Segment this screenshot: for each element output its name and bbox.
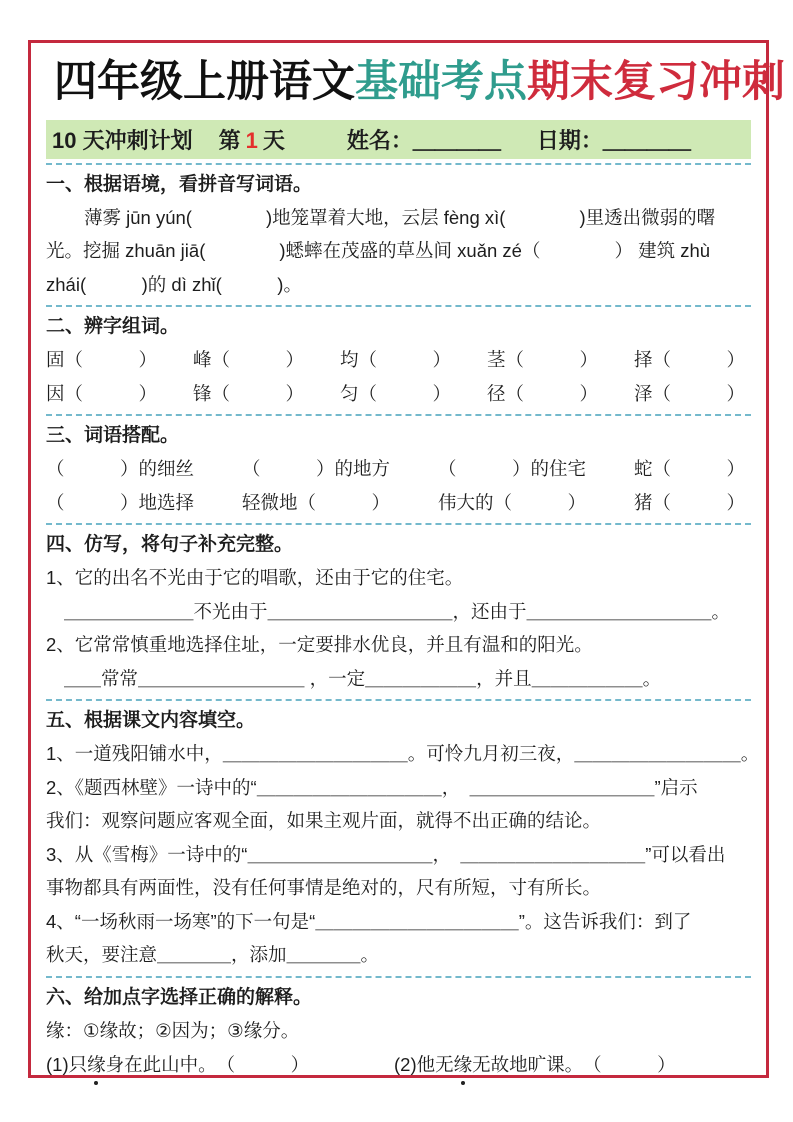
collocation-cell: （ ）的地方 <box>241 458 390 480</box>
collocation-cell: 蛇（ ） <box>633 458 745 480</box>
char-cell: 因（ ） <box>46 382 158 404</box>
fill-blank-line: ＿＿＿＿＿＿＿不光由于＿＿＿＿＿＿＿＿＿＿，还由于＿＿＿＿＿＿＿＿＿＿。 <box>64 600 731 622</box>
section-pinyin <box>46 168 751 302</box>
collocation-cell: （ ）地选择 <box>46 491 195 513</box>
title-grade-part: 四年级上册语文 <box>54 58 355 106</box>
day-prefix: 第 <box>218 127 241 153</box>
choice-text-post: 身在此山中。 （ ） <box>105 1054 310 1076</box>
section-sentence-imitation <box>46 528 751 695</box>
definition-options-line: 缘：①缘故；②因为；③缘分。 <box>46 1019 300 1041</box>
choice-item <box>394 1047 676 1082</box>
section-heading: 六、给加点字选择正确的解释。 <box>46 986 313 1008</box>
choice-item <box>46 1047 394 1082</box>
fill-blank-line: 秋天，要注意＿＿＿＿，添加＿＿＿＿。 <box>46 944 380 966</box>
choice-text-pre: (1)只 <box>46 1054 88 1076</box>
page-title <box>54 57 785 108</box>
char-row <box>46 343 751 377</box>
collocation-row <box>46 486 751 520</box>
char-row <box>46 377 751 411</box>
char-cell: 泽（ ） <box>633 382 745 404</box>
section-word-pairs <box>46 310 751 410</box>
collocation-cell: 伟大的（ ） <box>437 491 586 513</box>
section-text-recall <box>46 704 760 972</box>
section-heading: 四、仿写，将句子补充完整。 <box>46 534 294 556</box>
char-cell: 茎（ ） <box>486 349 598 371</box>
section-collocation <box>46 419 751 519</box>
title-basics-part: 基础考点 <box>355 58 527 106</box>
worksheet-page <box>28 40 785 1078</box>
fill-blank-line: 2、《题西林壁》一诗中的“＿＿＿＿＿＿＿＿＿＿， ＿＿＿＿＿＿＿＿＿＿”启示 <box>46 776 698 798</box>
title-review-part: 期末复习冲刺 <box>527 58 785 106</box>
day-number: 1 <box>245 127 258 153</box>
name-blank-line: ＿＿＿＿ <box>412 127 501 153</box>
section-divider <box>46 305 751 307</box>
section-divider <box>46 976 751 978</box>
fill-blank-line: 1、一道残阳铺水中，＿＿＿＿＿＿＿＿＿＿。可怜九月初三夜，＿＿＿＿＿＿＿＿＿。 <box>46 743 760 765</box>
fill-blank-line: ＿＿常常＿＿＿＿＿＿＿＿＿ ，一定＿＿＿＿＿＿，并且＿＿＿＿＿＿。 <box>64 667 662 689</box>
choice-text-pre: (2)他无 <box>394 1054 454 1076</box>
fill-blank-line: 4、“一场秋雨一场寒”的下一句是“＿＿＿＿＿＿＿＿＿＿＿”。这告诉我们：到了 <box>46 910 692 932</box>
section-heading: 二、辨字组词。 <box>46 316 180 338</box>
section-divider <box>46 523 751 525</box>
char-cell: 锋（ ） <box>192 382 304 404</box>
collocation-cell: 猪（ ） <box>633 491 745 513</box>
section-divider <box>46 414 751 416</box>
day-suffix: 天 <box>262 127 285 153</box>
char-cell: 匀（ ） <box>339 382 451 404</box>
collocation-cell: （ ）的住宅 <box>437 458 586 480</box>
collocation-cell: （ ）的细丝 <box>46 458 195 480</box>
text-line: 光。挖掘 zhuān jiā( )蟋蟀在茂盛的草丛间 xuǎn zé（ ） 建筑 zhù <box>46 240 711 262</box>
dotted-char: 缘 <box>454 1047 473 1082</box>
collocation-row <box>46 452 751 486</box>
text-line: 1、它的出名不光由于它的唱歌，还由于它的住宅。 <box>46 567 464 589</box>
dotted-char: 缘 <box>87 1047 106 1082</box>
date-field <box>537 124 691 155</box>
text-line: zhái( )的 dì zhǐ( )。 <box>46 273 302 295</box>
section-word-meaning <box>46 981 751 1083</box>
section-divider <box>46 163 751 165</box>
text-line: 薄雾 jūn yún( )地笼罩着大地，云层 fèng xì( )里透出微弱的曙 <box>84 206 716 228</box>
fill-blank-line: 3、从《雪梅》一诗中的“＿＿＿＿＿＿＿＿＿＿， ＿＿＿＿＿＿＿＿＿＿”可以看出 <box>46 843 726 865</box>
choice-text-post: 无故地旷课。 （ ） <box>472 1054 676 1076</box>
date-label: 日期： <box>536 127 603 153</box>
section-heading: 三、词语搭配。 <box>46 425 180 447</box>
name-field <box>347 124 501 155</box>
text-line: 我们：观察问题应客观全面，如果主观片面，就得不出正确的结论。 <box>46 810 602 832</box>
char-cell: 峰（ ） <box>192 349 304 371</box>
section-heading: 一、根据语境，看拼音写词语。 <box>46 173 313 195</box>
text-line: 2、它常常慎重地选择住址，一定要排水优良，并且有温和的阳光。 <box>46 634 593 656</box>
text-line: 事物都具有两面性，没有任何事情是绝对的，尺有所短，寸有所长。 <box>46 877 602 899</box>
char-cell: 择（ ） <box>633 349 745 371</box>
section-heading: 五、根据课文内容填空。 <box>46 710 256 732</box>
char-cell: 均（ ） <box>339 349 451 371</box>
plan-label: 10 天冲刺计划 <box>52 127 193 153</box>
char-cell: 径（ ） <box>486 382 598 404</box>
choice-row <box>46 1047 751 1082</box>
collocation-cell: 轻微地（ ） <box>241 491 390 513</box>
name-label: 姓名： <box>346 127 413 153</box>
char-cell: 固（ ） <box>46 349 158 371</box>
date-blank-line: ＿＿＿＿ <box>602 127 691 153</box>
plan-banner <box>46 120 751 159</box>
section-divider <box>46 699 751 701</box>
day-label <box>219 124 285 155</box>
